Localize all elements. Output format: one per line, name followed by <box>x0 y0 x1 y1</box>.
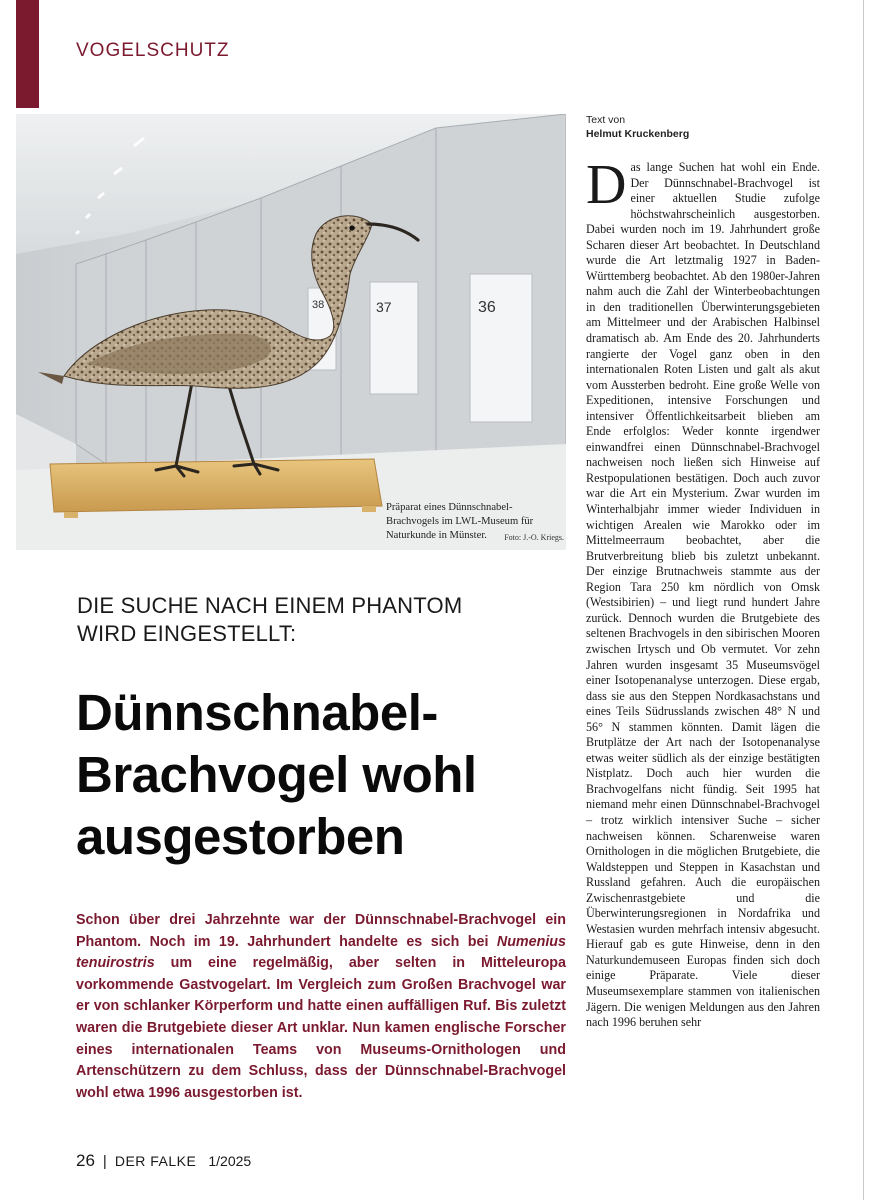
photo-caption <box>386 501 564 545</box>
drop-cap: D <box>586 154 627 216</box>
kicker-line-2: WIRD EINGESTELLT: <box>77 621 297 646</box>
author-prefix: Text von <box>586 114 626 126</box>
lead-paragraph <box>76 910 566 1104</box>
magazine-name: DER FALKE <box>114 1153 197 1169</box>
cabinet-label-37: 37 <box>376 299 392 315</box>
curlew-specimen-image <box>16 114 566 550</box>
headline-line-1: Dünnschnabel- <box>76 684 438 741</box>
headline-line-3: ausgestorben <box>76 808 405 865</box>
lead-part-2: um eine regelmäßig, aber selten in Mitteleuropa vorkommende Gastvogelart. Im Vergleich zum Großen Brachvogel war er von schlanker Körperform und hatte einen auffälligen Ruf. Bis zuletzt waren die Brutgebiete dieser Art unklar. Nun kamen englische Forscher eines internationalen Teams von Museums-Ornithologen und Artenschützern zu dem Schluss, dass der Dünnschnabel-Brachvogel wohl etwa 1996 ausgestorben ist. <box>76 955 566 1101</box>
photo-credit: Foto: J.-O. Kriegs. <box>504 533 564 542</box>
author-name: Helmut Kruckenberg <box>586 128 690 140</box>
author-block <box>586 113 689 141</box>
caption-text: Präparat eines Dünnschnabel-Brachvogels im LWL-Museum für Naturkunde in Münster. <box>386 502 534 541</box>
footer-separator: | <box>102 1153 107 1170</box>
article-body <box>586 154 820 1031</box>
body-text: as lange Suchen hat wohl ein Ende. Der Dünnschnabel-Brachvogel ist einer aktuellen Studie zufolge höchstwahrscheinlich ausgestorben. Dabei wurden noch im 19. Jahrhundert große Scharen dieser Art beobachtet. In Deutschland wurde die Art letztmalig 1927 in Baden-Württemberg beobachtet. Ab den 1980er-Jahren nahm auch die Zahl der Winterbeobachtungen in den traditionellen Überwinterungsgebieten am Mittelmeer und der Arabischen Halbinsel dramatisch ab. Am Ende des 20. Jahrhunderts rangierte der Vogel ganz oben in den internationalen Roten Listen und galt als akut vom Aussterben bedroht. Eine große Welle von Expeditionen, intensive Forschungen und intensiver Öffentlichkeitsarbeit blieben am Ende erfolglos: Weder konnte irgendwer einwandfrei einen Dünnschnabel-Brachvogel nachweisen noch ließen sich Hinweise auf Restpopulationen bestätigen. Doch auch zuvor war die Art ein Mysterium. Zwar wurden im Winterhalbjahr immer wieder Individuen in wichtigen Arealen wie Marokko oder im Mittelmeerraum beobachtet, aber die Brutverbreitung blieb bis zuletzt unbekannt. Der einzige Brutnachweis stammte aus der Region Tara 250 km nördlich von Omsk (Westsibirien) – und liegt rund hundert Jahre zurück. Dennoch wurden die Brutgebiete des seltenen Brachvogels in den sibirischen Mooren zwischen Irtysch und Ob vermutet. Vor zehn Jahren wurden insgesamt 35 Museumsvögel einer Isotopenanalyse unterzogen. Diese ergab, dass sie aus den Steppen Nordkasachstans und eines Teils Südrusslands zwischen 48° N und 56° N stammen könnten. Damit lägen die Brutplätze der Art nach der Isotopenanalyse etwas weiter südlich als der einzige bestätigten Nistplatz. Doch auch hier wurden die Brachvogelfans nicht fündig. Seit 1995 hat niemand mehr einen Dünnschnabel-Brachvogel – trotz wirklich intensiver Suche – sicher nachweisen können. Scharenweise waren Ornithologen in die möglichen Brutgebiete, die Waldsteppen und Steppen in Kasachstan und Russland gefahren. Auch die europäischen Zwischenrastgebiete und die Überwinterungsregionen in Nordafrika und Westasien wurden mehrfach intensiv abgesucht. Hierauf gab es gute Hinweise, denn in den Naturkundemuseen Europas finden sich doch einige Präparate. Viele dieser Museumsexemplare stammen von italienischen Jägern. Die wenigen Meldungen aus den Jahren nach 1996 beruhen sehr <box>586 160 820 1030</box>
headline <box>76 682 566 868</box>
cabinet-label-36: 36 <box>478 299 496 316</box>
page-edge-line <box>863 0 864 1200</box>
museum-photo <box>16 114 566 550</box>
issue-number: 1/2025 <box>208 1153 252 1169</box>
lead-species-name: Numenius tenuirostris <box>76 933 566 972</box>
section-label: VOGELSCHUTZ <box>76 40 230 61</box>
kicker-line-1: DIE SUCHE NACH EINEM PHANTOM <box>77 593 463 618</box>
kicker <box>77 592 462 648</box>
headline-line-2: Brachvogel wohl <box>76 746 477 803</box>
page-number: 26 <box>76 1151 95 1170</box>
lead-part-1: Schon über drei Jahrzehnte war der Dünnschnabel-Brachvogel ein Phantom. Noch im 19. Jahrhundert handelte es sich bei <box>76 912 566 950</box>
section-color-bar <box>16 0 39 108</box>
page-footer <box>76 1151 251 1171</box>
cabinet-label-38: 38 <box>312 299 325 311</box>
